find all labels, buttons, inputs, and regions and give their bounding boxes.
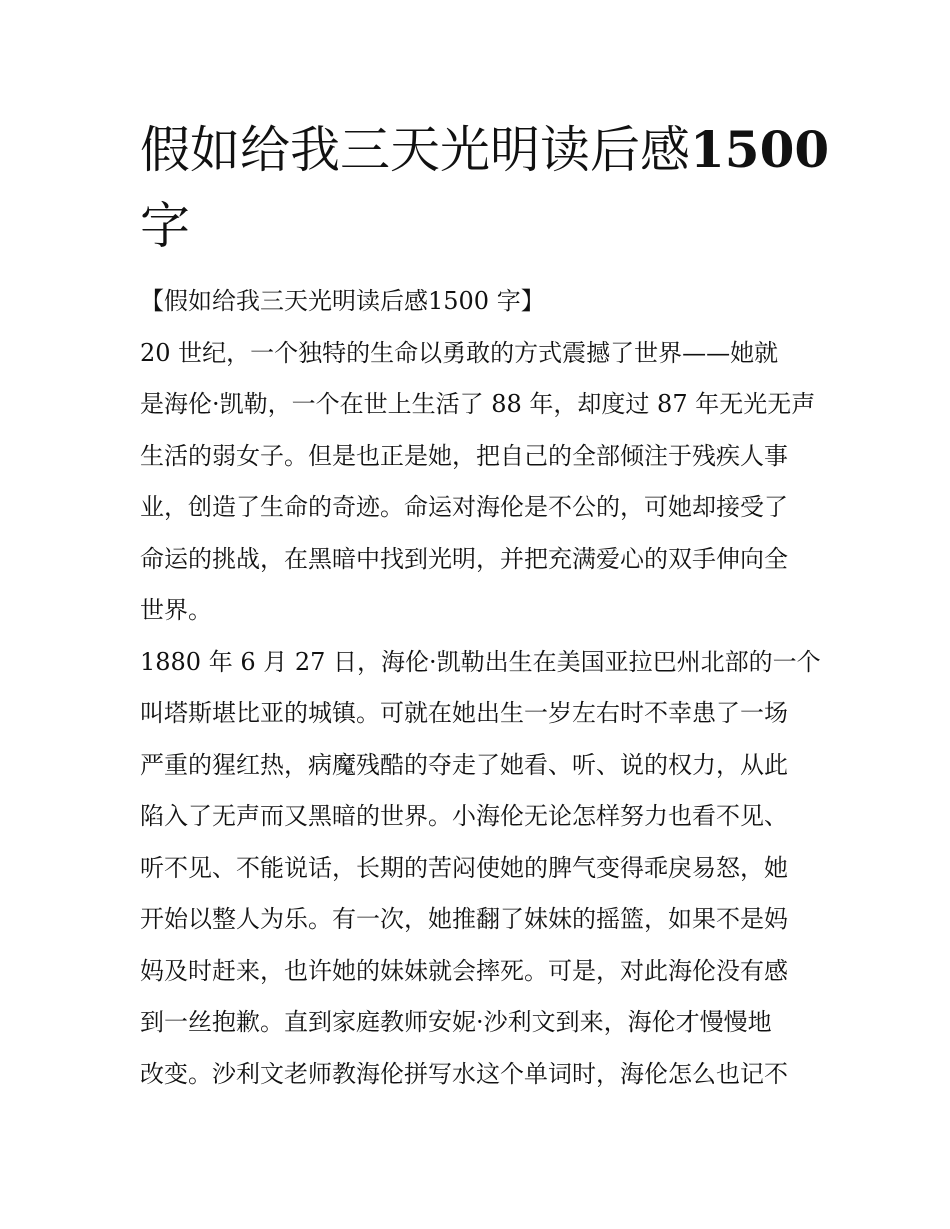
title-number: 1500 bbox=[690, 120, 830, 179]
paragraph-line: 到一丝抱歉。直到家庭教师安妮·沙利文到来，海伦才慢慢地 bbox=[140, 1008, 772, 1036]
paragraph-line: 改变。沙利文老师教海伦拼写水这个单词时，海伦怎么也记不 bbox=[140, 1059, 788, 1088]
paragraph-line: 生活的弱女子。但是也正是她，把自己的全部倾注于残疾人事 bbox=[140, 441, 788, 470]
paragraph-line: 妈及时赶来，也许她的妹妹就会摔死。可是，对此海伦没有感 bbox=[140, 956, 788, 985]
paragraph-line: 业，创造了生命的奇迹。命运对海伦是不公的，可她却接受了 bbox=[140, 493, 788, 521]
title-line-2: 字 bbox=[140, 197, 190, 255]
paragraph-line: 开始以整人为乐。有一次，她推翻了妹妹的摇篮，如果不是妈 bbox=[140, 905, 788, 933]
paragraph-line: 严重的猩红热，病魔残酷的夺走了她看、听、说的权力，从此 bbox=[140, 750, 788, 779]
paragraph-line: 是海伦·凯勒，一个在世上生活了 88 年，却度过 87 年无光无声 bbox=[140, 390, 816, 418]
paragraph-line: 世界。 bbox=[140, 596, 212, 624]
paragraph-line: 听不见、不能说话，长期的苦闷使她的脾气变得乖戾易怒，她 bbox=[140, 853, 788, 882]
paragraph-line: 陷入了无声而又黑暗的世界。小海伦无论怎样努力也看不见、 bbox=[140, 802, 788, 830]
paragraph-line: 叫塔斯堪比亚的城镇。可就在她出生一岁左右时不幸患了一场 bbox=[140, 699, 788, 727]
paragraph-line: 1880 年 6 月 27 日，海伦·凯勒出生在美国亚拉巴州北部的一个 bbox=[140, 647, 821, 676]
document-body bbox=[140, 276, 820, 1100]
subtitle-line: 【假如给我三天光明读后感1500 字】 bbox=[140, 287, 545, 315]
paragraph-line: 命运的挑战，在黑暗中找到光明，并把充满爱心的双手伸向全 bbox=[140, 544, 788, 573]
title-text: 假如给我三天光明读后感 bbox=[140, 121, 690, 179]
paragraph-line: 20 世纪，一个独特的生命以勇敢的方式震撼了世界——她就 bbox=[140, 338, 779, 367]
document-title bbox=[140, 112, 830, 264]
title-line-1 bbox=[140, 112, 830, 188]
